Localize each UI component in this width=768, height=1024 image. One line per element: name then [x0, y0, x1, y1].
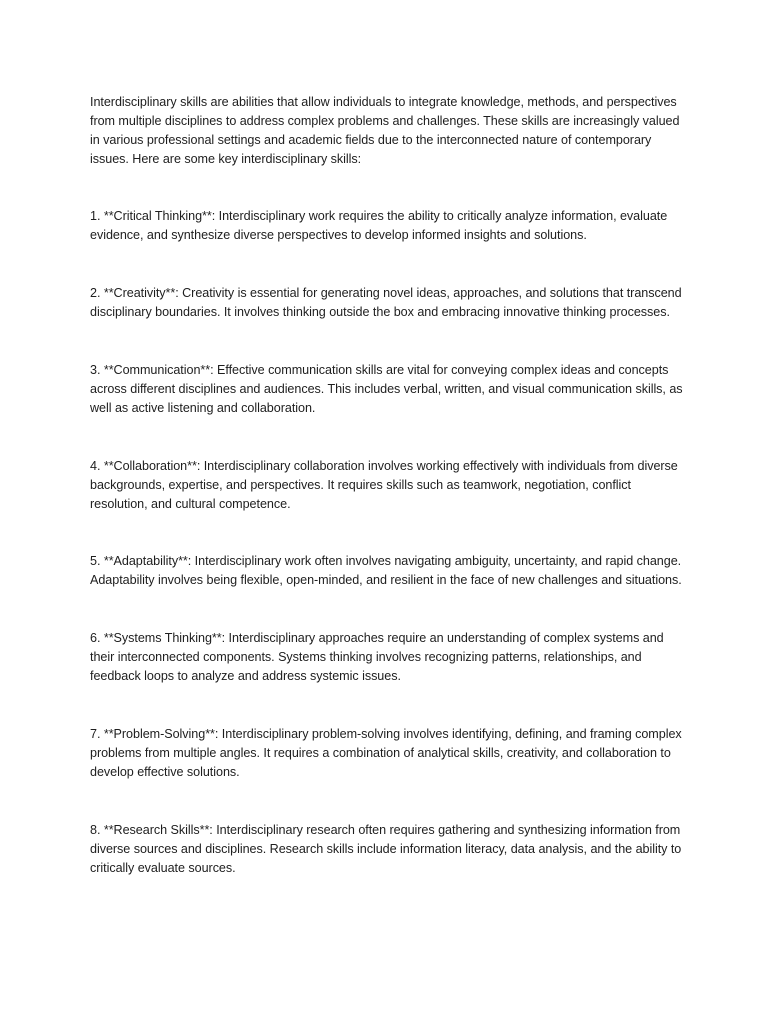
skill-communication: 3. **Communication**: Effective communication skills are vital for conveying complex ideas and concepts across different disciplines and audiences. This includes verbal, written, and visual communication skills, as well as active listening and collaboration.	[90, 362, 683, 415]
skill-adaptability: 5. **Adaptability**: Interdisciplinary work often involves navigating ambiguity, uncertainty, and rapid change. Adaptability involves being flexible, open-minded, and resilient in the face of new challenges and situations.	[90, 554, 682, 588]
skill-systems-thinking: 6. **Systems Thinking**: Interdisciplinary approaches require an understanding of complex systems and their interconnected components. Systems thinking involves recognizing patterns, relationships, and feedback loops to analyze and address systemic issues.	[90, 631, 664, 684]
skill-collaboration: 4. **Collaboration**: Interdisciplinary collaboration involves working effectively with individuals from diverse backgrounds, expertise, and perspectives. It requires skills such as teamwork, negotiation, conflict resolution, and cultural competence.	[90, 458, 678, 511]
skill-research-skills: 8. **Research Skills**: Interdisciplinary research often requires gathering and synthesizing information from diverse sources and disciplines. Research skills include information literacy, data analysis, and the ability to critically evaluate sources.	[90, 822, 682, 875]
skills-list	[90, 207, 690, 877]
skill-problem-solving: 7. **Problem-Solving**: Interdisciplinary problem-solving involves identifying, defining, and framing complex problems from multiple angles. It requires a combination of analytical skills, creativity, and collaboration to develop effective solutions.	[90, 726, 682, 779]
document-page	[90, 93, 690, 916]
skill-creativity: 2. **Creativity**: Creativity is essential for generating novel ideas, approaches, and solutions that transcend disciplinary boundaries. It involves thinking outside the box and embracing innovative thinking processes.	[90, 286, 682, 320]
intro-paragraph: Interdisciplinary skills are abilities that allow individuals to integrate knowledge, methods, and perspectives from multiple disciplines to address complex problems and challenges. These skills are increasingly valued in various professional settings and academic fields due to the interconnected nature of contemporary issues. Here are some key interdisciplinary skills:	[90, 95, 680, 167]
skill-critical-thinking: 1. **Critical Thinking**: Interdisciplinary work requires the ability to critically analyze information, evaluate evidence, and synthesize diverse perspectives to develop informed insights and solutions.	[90, 209, 668, 243]
